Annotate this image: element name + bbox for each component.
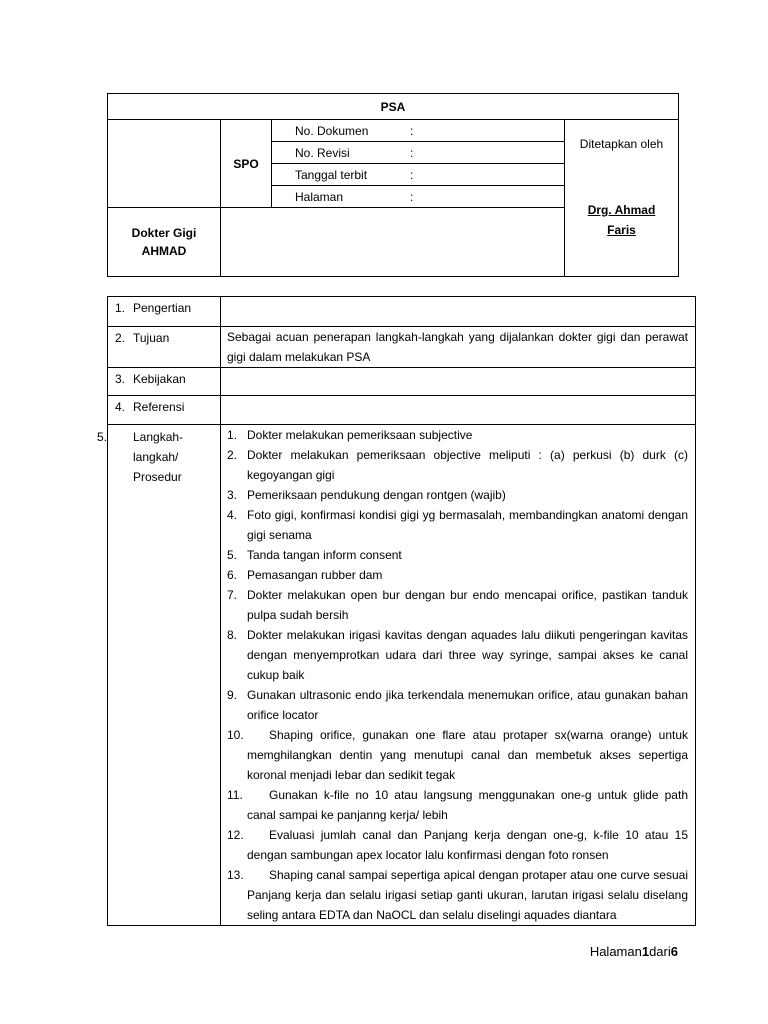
step-number: 8.: [227, 628, 238, 642]
step-text: Dokter melakukan pemeriksaan objective meliputi : (a) perkusi (b) durk (c) kegoyangan gigi: [247, 448, 688, 482]
clinic-name: [108, 208, 221, 277]
procedure-steps: [227, 425, 688, 925]
step-text: Dokter melakukan open bur dengan bur endo mencapai orifice, pastikan tanduk pulpa sudah bersih: [247, 588, 688, 622]
doctor-name-line1: Drg. Ahmad: [587, 202, 656, 217]
meta-sep: :: [410, 189, 414, 204]
procedure-table: [97, 296, 696, 926]
step-text: Tanda tangan inform consent: [247, 548, 402, 562]
section-label-pengertian: 1. Pengertian: [108, 297, 221, 327]
meta-label: Halaman: [295, 189, 344, 204]
meta-label: No. Revisi: [295, 145, 350, 160]
section-content-kebijakan: [221, 368, 696, 396]
step-text: Shaping orifice, gunakan one flare atau protaper sx(warna orange) untuk memghilangkan dentin yang menutupi canal dan membetuk akses sepertiga koronal menjadi lebar dan sedikit tegak: [247, 728, 688, 782]
step-text: Foto gigi, konfirmasi kondisi gigi yg bermasalah, membandingkan anatomi dengan gigi senama: [247, 508, 688, 542]
step-number: 6.: [227, 568, 238, 582]
step-number: 12.: [227, 828, 244, 842]
footer-page: 1: [641, 944, 650, 959]
step-text: Dokter melakukan irigasi kavitas dengan aquades lalu diikuti pengeringan kavitas dengan menyemprotkan udara dari three way syringe, sampai akses ke canal cukup baik: [247, 628, 688, 682]
procedure-step: [227, 725, 688, 785]
header-table: [107, 93, 679, 277]
document-title: PSA: [108, 94, 679, 120]
step-text: Gunakan ultrasonic endo jika terkendala menemukan orifice, atau gunakan bahan orifice locator: [247, 688, 688, 722]
procedure-step: [227, 485, 688, 505]
procedure-step: [227, 445, 688, 485]
step-number: 7.: [227, 588, 238, 602]
step-text: Dokter melakukan pemeriksaan subjective: [247, 428, 473, 442]
meta-no-revisi: [272, 142, 565, 164]
section-content-prosedur: [221, 425, 696, 926]
step-number: 9.: [227, 688, 238, 702]
procedure-step: [227, 865, 688, 925]
step-number: 11.: [227, 788, 243, 802]
step-number: 10.: [227, 728, 244, 742]
procedure-step: [227, 825, 688, 865]
step-text: Gunakan k-file no 10 atau langsung menggunakan one-g untuk glide path canal sampai ke panjanng kerja/ lebih: [247, 788, 688, 822]
meta-sep: :: [410, 145, 414, 160]
clinic-blank-cell: [221, 208, 565, 277]
section-content-referensi: [221, 396, 696, 425]
clinic-name-line2: AHMAD: [141, 244, 187, 258]
procedure-step: [227, 585, 688, 625]
section-content-pengertian: [221, 297, 696, 327]
step-number: 3.: [227, 488, 238, 502]
logo-cell: [108, 120, 221, 208]
step-text: Pemasangan rubber dam: [247, 568, 383, 582]
doctor-name: [565, 164, 679, 277]
step-number: 4.: [227, 508, 238, 522]
step-text: Pemeriksaan pendukung dengan rontgen (wajib): [247, 488, 506, 502]
step-number: 13.: [227, 868, 244, 882]
meta-halaman: [272, 186, 565, 208]
step-text: Evaluasi jumlah canal dan Panjang kerja dengan one-g, k-file 10 atau 15 dengan sambungan apex locator lalu konfirmasi dengan foto ronsen: [247, 828, 688, 862]
section-label-tujuan: 2. Tujuan: [108, 327, 221, 368]
footer-prefix: Halaman: [589, 944, 642, 959]
meta-sep: :: [410, 123, 414, 138]
doctor-name-line2: Faris: [607, 222, 636, 237]
section-label-referensi: 4. Referensi: [108, 396, 221, 425]
meta-sep: :: [410, 167, 414, 182]
step-number: 1.: [227, 428, 238, 442]
meta-label: No. Dokumen: [295, 123, 369, 138]
section-label-prosedur: 5. Langkah- langkah/ Prosedur: [108, 425, 221, 926]
procedure-step: [227, 425, 688, 445]
procedure-step: [227, 565, 688, 585]
meta-label: Tanggal terbit: [295, 167, 368, 182]
section-label-kebijakan: 3. Kebijakan: [108, 368, 221, 396]
section-content-tujuan: Sebagai acuan penerapan langkah-langkah yang dijalankan dokter gigi dan perawat gigi dalam melakukan PSA: [221, 327, 696, 368]
procedure-step: [227, 625, 688, 685]
procedure-step: [227, 545, 688, 565]
meta-no-dokumen: [272, 120, 565, 142]
procedure-step: [227, 785, 688, 825]
footer-mid: dari: [649, 944, 671, 959]
step-number: 5.: [227, 548, 238, 562]
meta-tanggal-terbit: [272, 164, 565, 186]
step-text: Shaping canal sampai sepertiga apical dengan protaper atau one curve sesuai Panjang kerja dan selalu irigasi setiap ganti ukuran, larutan irigasi selalu diselang seling antara EDTA dan NaOCL dan selalu diselingi aquades diantara: [247, 868, 688, 922]
procedure-step: [227, 505, 688, 545]
footer-total: 6: [670, 944, 678, 959]
ditetapkan-label: Ditetapkan oleh: [565, 120, 679, 164]
clinic-name-line1: Dokter Gigi: [131, 226, 197, 240]
page-footer: [590, 944, 678, 959]
spo-label: SPO: [221, 120, 272, 208]
procedure-step: [227, 685, 688, 725]
step-number: 2.: [227, 448, 238, 462]
